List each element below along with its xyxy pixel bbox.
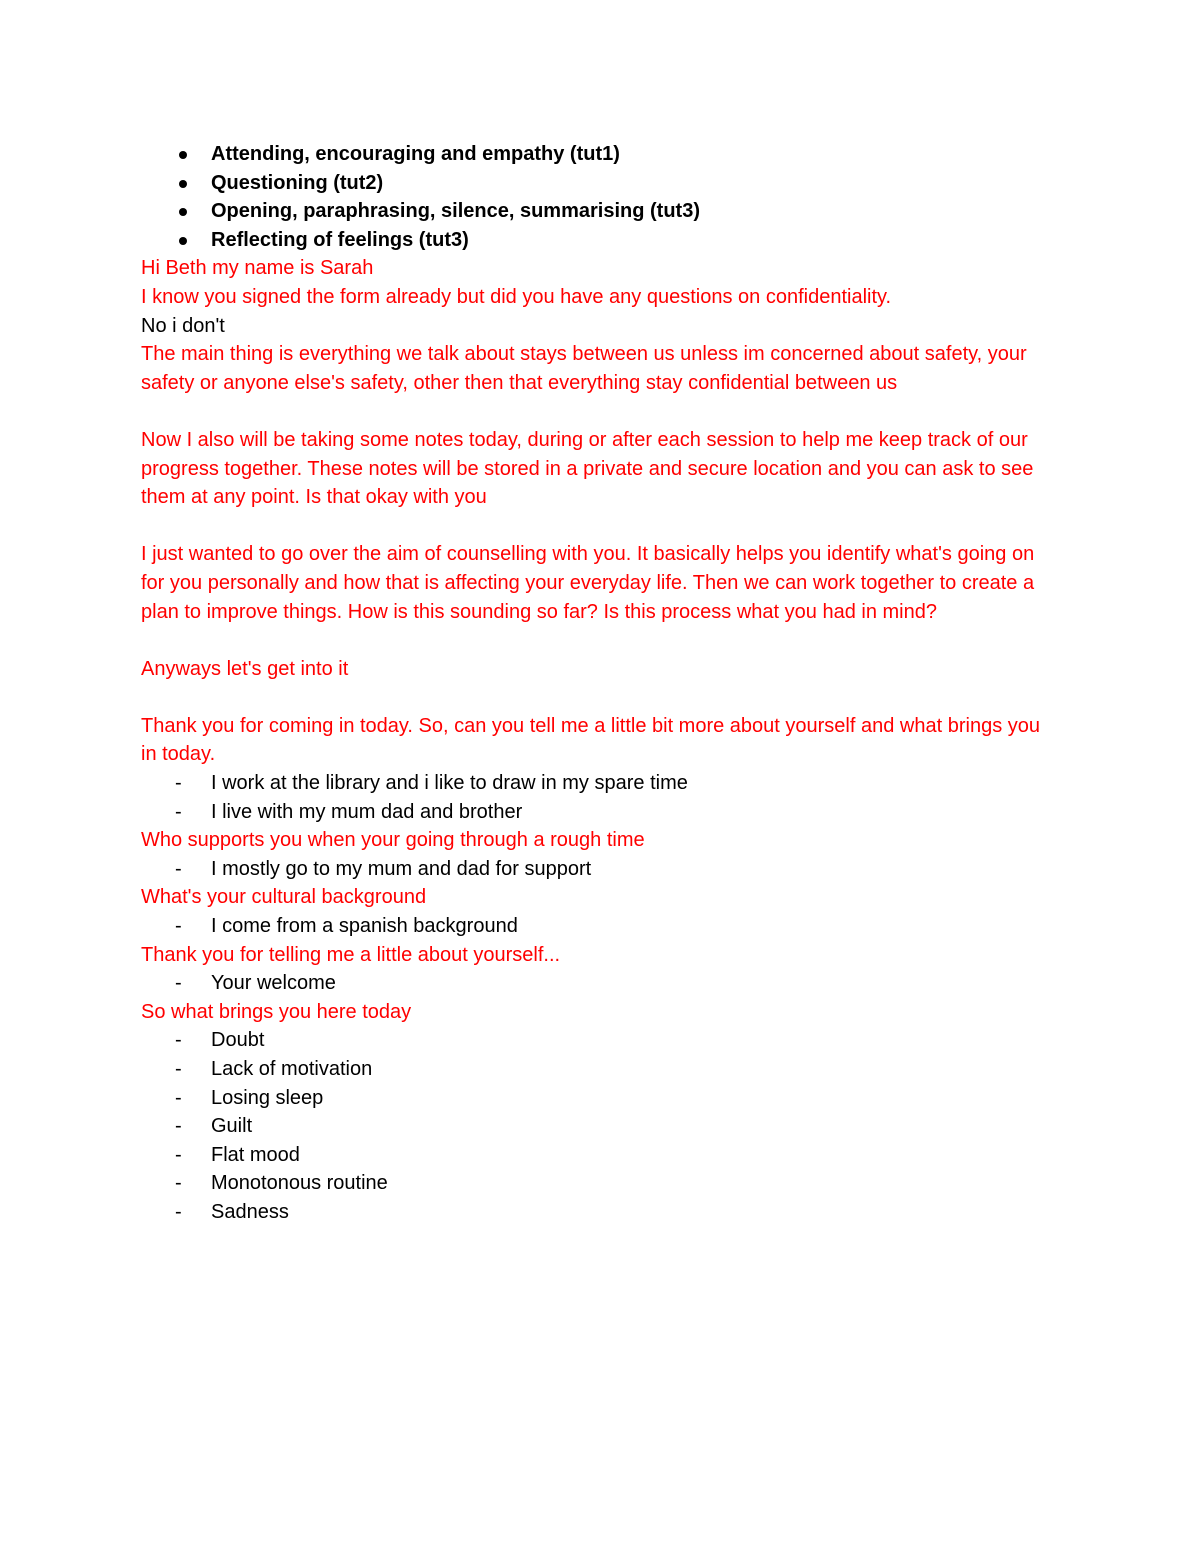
dash-marker: - bbox=[175, 1086, 182, 1109]
client-answer-list bbox=[141, 969, 1061, 998]
client-answer-list bbox=[141, 912, 1061, 941]
dash-marker: - bbox=[175, 1143, 182, 1166]
bullet-item bbox=[141, 140, 1061, 169]
client-answer-list bbox=[141, 1026, 1061, 1226]
client-answer-text: Flat mood bbox=[211, 1143, 300, 1166]
dash-marker: - bbox=[175, 1115, 182, 1138]
client-answer-text: Sadness bbox=[211, 1200, 289, 1223]
client-answer-item bbox=[141, 969, 1061, 998]
bullet-dot-icon bbox=[179, 237, 187, 245]
client-answer-text: Doubt bbox=[211, 1029, 265, 1052]
bullet-dot-icon bbox=[179, 151, 187, 159]
bullet-text: Reflecting of feelings (tut3) bbox=[211, 228, 469, 251]
client-answer-item bbox=[141, 798, 1061, 827]
counsellor-aim-explanation: I just wanted to go over the aim of counselling with you. It basically helps you identify what's going on for you personally and how that is affecting your everyday life. Then we can work together to create a plan to improve things. How is this sounding so far? Is this process what you had in mind? bbox=[141, 543, 1035, 623]
dash-marker: - bbox=[175, 1200, 182, 1223]
paragraph-gap bbox=[141, 683, 1061, 712]
client-answer-text: I mostly go to my mum and dad for support bbox=[211, 857, 592, 880]
paragraph-gap bbox=[141, 397, 1061, 426]
counsellor-question: So what brings you here today bbox=[141, 1000, 412, 1023]
dash-marker: - bbox=[175, 1029, 182, 1052]
dash-marker: - bbox=[175, 972, 182, 995]
paragraph-gap bbox=[141, 626, 1061, 655]
dash-marker: - bbox=[175, 800, 182, 823]
bullet-item bbox=[141, 197, 1061, 226]
client-answer-text: Losing sleep bbox=[211, 1086, 324, 1109]
counsellor-notes-explanation: Now I also will be taking some notes today, during or after each session to help me keep track of our progress together. These notes will be stored in a private and secure location and you can ask to see them at any point. Is that okay with you bbox=[141, 428, 1034, 509]
skills-bullet-list bbox=[141, 140, 1061, 254]
client-answer-item bbox=[141, 1169, 1061, 1198]
client-answer-item bbox=[141, 1026, 1061, 1055]
bullet-text: Questioning (tut2) bbox=[211, 171, 384, 194]
counsellor-question: Thank you for coming in today. So, can you tell me a little bit more about yourself and what brings you in today. bbox=[141, 714, 1040, 766]
document-content bbox=[141, 140, 1061, 1227]
dash-marker: - bbox=[175, 1058, 182, 1080]
dash-marker: - bbox=[175, 772, 182, 795]
dash-marker: - bbox=[175, 915, 182, 938]
bullet-dot-icon bbox=[179, 208, 187, 216]
client-answer-item bbox=[141, 912, 1061, 941]
counsellor-confidentiality-question: I know you signed the form already but did you have any questions on confidentiality. bbox=[141, 285, 892, 308]
client-reply: No i don't bbox=[141, 314, 225, 337]
bullet-item bbox=[141, 226, 1061, 255]
counsellor-confidentiality-explanation: The main thing is everything we talk about stays between us unless im concerned about safety, your safety or anyone else's safety, other then that everything stay confidential between us bbox=[141, 343, 1027, 394]
client-answer-item bbox=[141, 855, 1061, 884]
bullet-text: Attending, encouraging and empathy (tut1) bbox=[211, 143, 620, 165]
client-answer-text: I live with my mum dad and brother bbox=[211, 800, 523, 823]
client-answer-text: Monotonous routine bbox=[211, 1172, 388, 1195]
bullet-text: Opening, paraphrasing, silence, summarising (tut3) bbox=[211, 200, 700, 223]
client-answer-item bbox=[141, 1198, 1061, 1227]
counsellor-question: What's your cultural background bbox=[141, 886, 427, 909]
bullet-dot-icon bbox=[179, 180, 187, 188]
client-answer-item bbox=[141, 1112, 1061, 1141]
client-answer-text: I come from a spanish background bbox=[211, 915, 518, 938]
client-answer-item bbox=[141, 1084, 1061, 1113]
counsellor-transition: Anyways let's get into it bbox=[141, 657, 349, 680]
client-answer-text: Lack of motivation bbox=[211, 1058, 373, 1080]
dash-marker: - bbox=[175, 857, 182, 880]
client-answer-text: Guilt bbox=[211, 1115, 253, 1138]
client-answer-item bbox=[141, 769, 1061, 798]
client-answer-text: Your welcome bbox=[211, 972, 336, 995]
bullet-item bbox=[141, 169, 1061, 198]
counsellor-question: Who supports you when your going through a rough time bbox=[141, 829, 645, 852]
counsellor-greeting: Hi Beth my name is Sarah bbox=[141, 257, 374, 280]
client-answer-item bbox=[141, 1055, 1061, 1084]
client-answer-list bbox=[141, 855, 1061, 884]
paragraph-gap bbox=[141, 512, 1061, 541]
counsellor-question: Thank you for telling me a little about yourself... bbox=[141, 943, 561, 966]
dash-marker: - bbox=[175, 1172, 182, 1195]
client-answer-text: I work at the library and i like to draw in my spare time bbox=[211, 772, 688, 795]
client-answer-list bbox=[141, 769, 1061, 826]
client-answer-item bbox=[141, 1141, 1061, 1170]
